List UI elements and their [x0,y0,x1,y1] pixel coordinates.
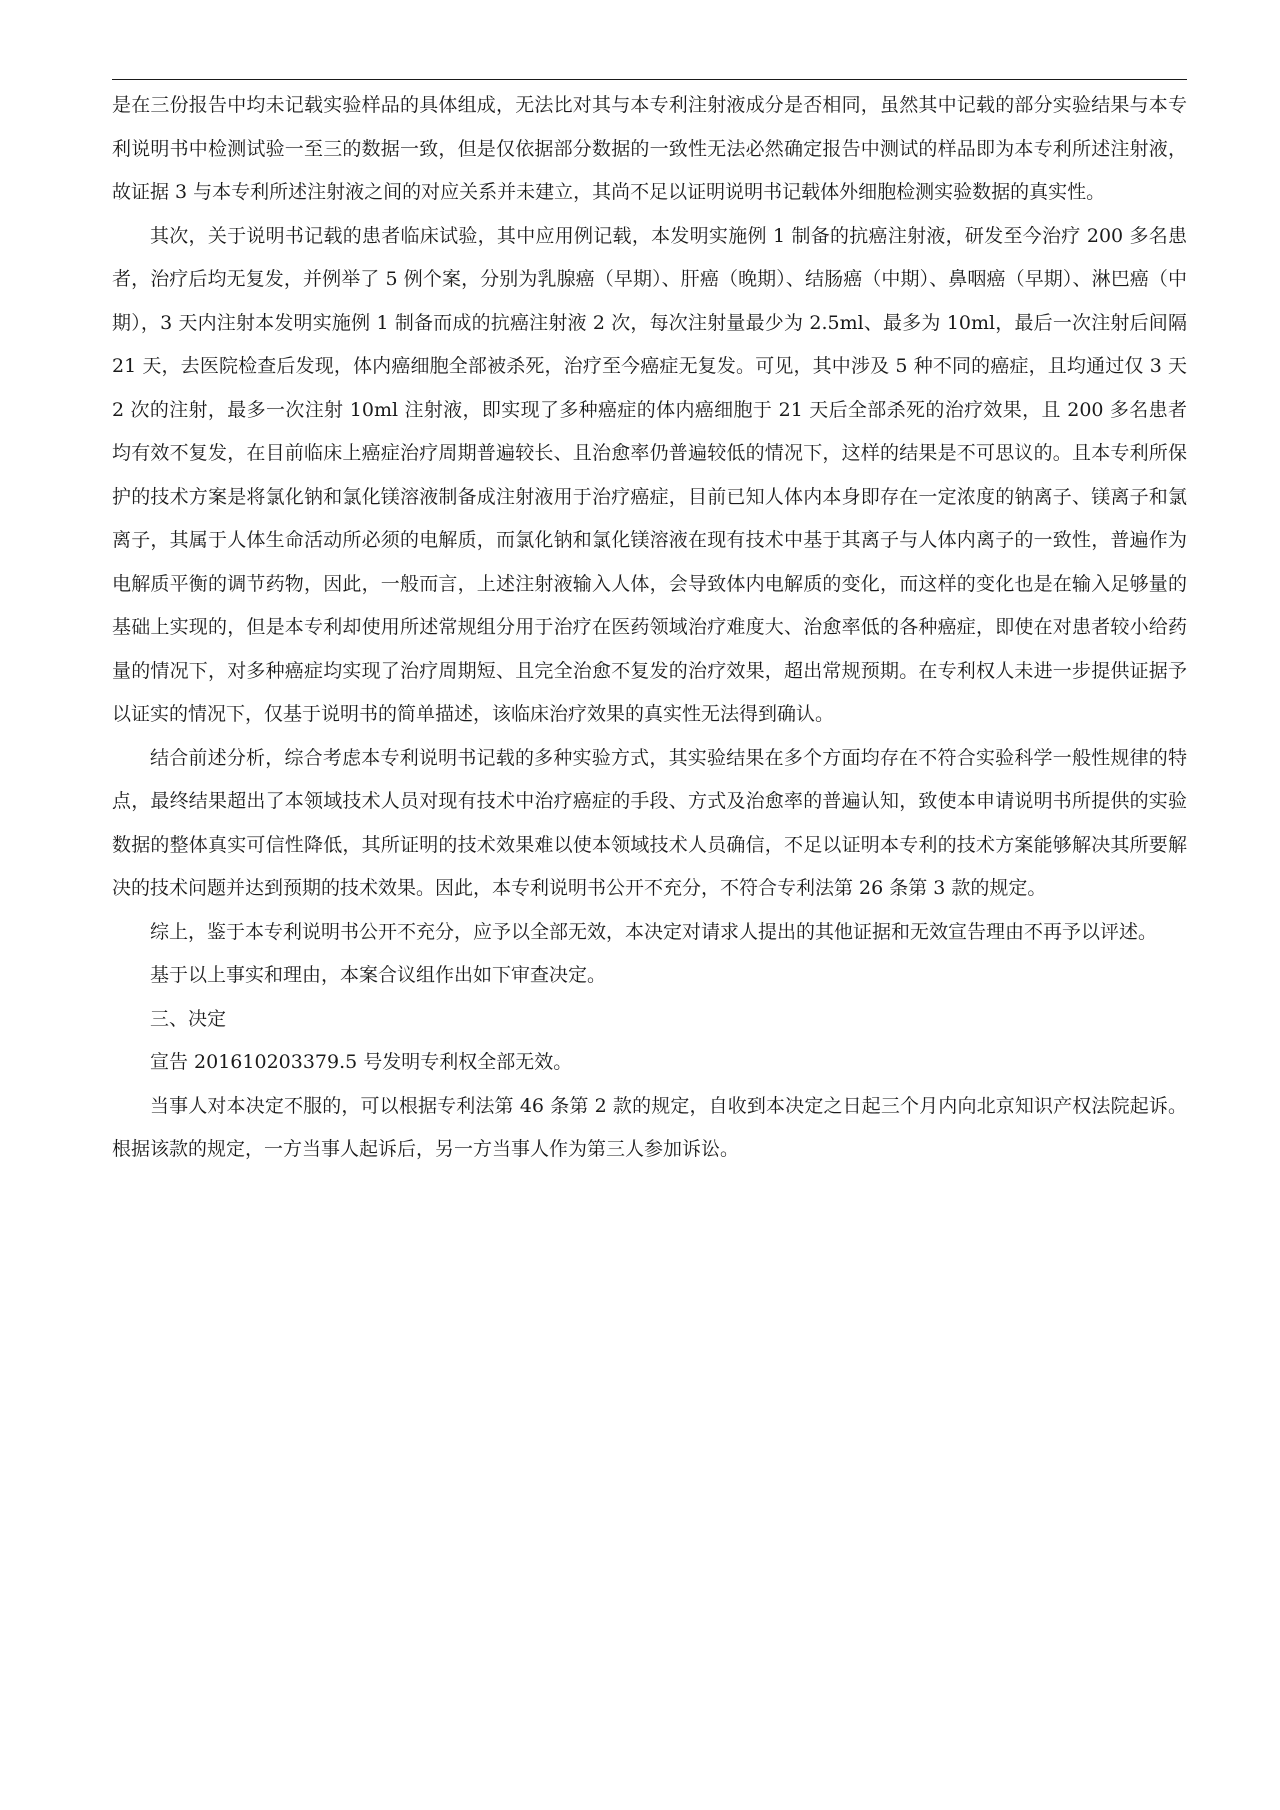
paragraph-continuation: 是在三份报告中均未记载实验样品的具体组成，无法比对其与本专利注射液成分是否相同，虽然其中记载的部分实验结果与本专利说明书中检测试验一至三的数据一致，但是仅依据部分数据的一致性无法必然确定报告中测试的样品即为本专利所述注射液，故证据 3 与本专利所述注射液之间的对应关系并未建立，其尚不足以证明说明书记载体外细胞检测实验数据的真实性。 [112,94,1187,203]
section-heading-decision: 三、决定 [150,1007,227,1030]
header-rule [112,79,1187,80]
document-body [112,84,1187,1172]
paragraph-summary: 综上，鉴于本专利说明书公开不充分，应予以全部无效，本决定对请求人提出的其他证据和无效宣告理由不再予以评述。 [150,920,1158,943]
paragraph-basis: 基于以上事实和理由，本案合议组作出如下审查决定。 [150,964,607,986]
paragraph-combined-analysis: 结合前述分析，综合考虑本专利说明书记载的多种实验方式，其实验结果在多个方面均存在不符合实验科学一般性规律的特点，最终结果超出了本领域技术人员对现有技术中治疗癌症的手段、方式及治愈率的普遍认知，致使本申请说明书所提供的实验数据的整体真实可信性降低，其所证明的技术效果难以使本领域技术人员确信，不足以证明本专利的技术方案能够解决其所要解决的技术问题并达到预期的技术效果。因此，本专利说明书公开不充分，不符合专利法第 26 条第 3 款的规定。 [112,746,1187,899]
paragraph-appeal-notice: 当事人对本决定不服的，可以根据专利法第 46 条第 2 款的规定，自收到本决定之日起三个月内向北京知识产权法院起诉。根据该款的规定，一方当事人起诉后，另一方当事人作为第三人参加诉讼。 [112,1094,1187,1160]
paragraph-clinical-trial: 其次，关于说明书记载的患者临床试验，其中应用例记载，本发明实施例 1 制备的抗癌注射液，研发至今治疗 200 多名患者，治疗后均无复发，并例举了 5 例个案，分别为乳腺癌（早期）、肝癌（晚期）、结肠癌（中期）、鼻咽癌（早期）、淋巴癌（中期），3 天内注射本发明实施例 1 制备而成的抗癌注射液 2 次，每次注射量最少为 2.5ml、最多为 10ml，最后一次注射后间隔 21 天，去医院检查后发现，体内癌细胞全部被杀死，治疗至今癌症无复发。可见，其中涉及 5 种不同的癌症，且均通过仅 3 天 2 次的注射，最多一次注射 10ml 注射液，即实现了多种癌症的体内癌细胞于 21 天后全部杀死的治疗效果，且 200 多名患者均有效不复发，在目前临床上癌症治疗周期普遍较长、且治愈率仍普遍较低的情况下，这样的结果是不可思议的。且本专利所保护的技术方案是将氯化钠和氯化镁溶液制备成注射液用于治疗癌症，目前已知人体内本身即存在一定浓度的钠离子、镁离子和氯离子，其属于人体生命活动所必须的电解质，而氯化钠和氯化镁溶液在现有技术中基于其离子与人体内离子的一致性，普遍作为电解质平衡的调节药物，因此，一般而言，上述注射液输入人体，会导致体内电解质的变化，而这样的变化也是在输入足够量的基础上实现的，但是本专利却使用所述常规组分用于治疗在医药领域治疗难度大、治愈率低的各种癌症，即使在对患者较小给药量的情况下，对多种癌症均实现了治疗周期短、且完全治愈不复发的治疗效果，超出常规预期。在专利权人未进一步提供证据予以证实的情况下，仅基于说明书的简单描述，该临床治疗效果的真实性无法得到确认。 [112,224,1187,725]
paragraph-decision: 宣告 201610203379.5 号发明专利权全部无效。 [150,1051,573,1073]
